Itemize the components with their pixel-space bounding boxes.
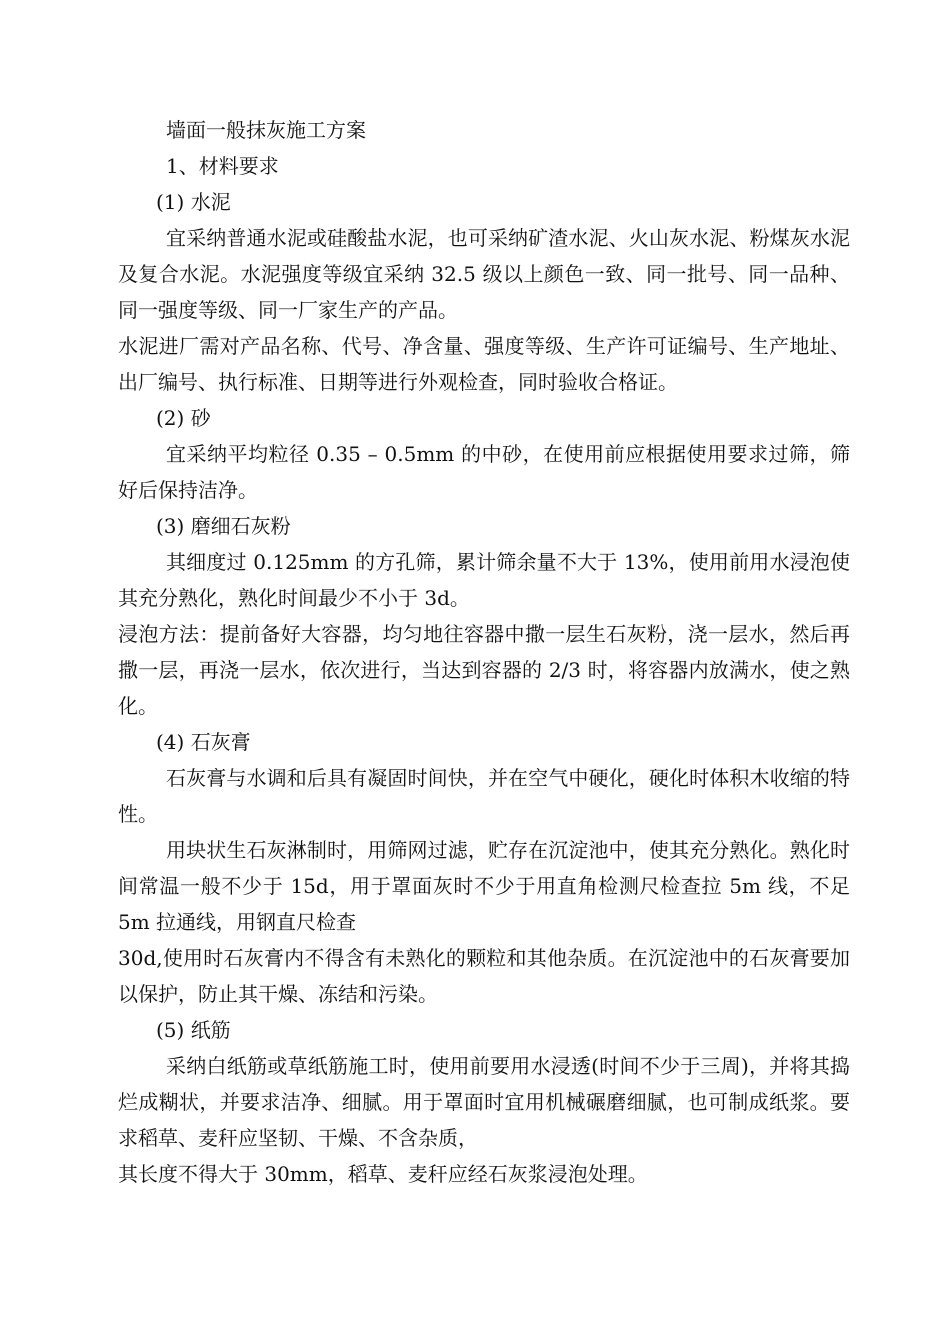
section-heading-materials: 1、材料要求 [166, 154, 279, 178]
paragraph-sand-1: 宜采纳平均粒径 0.35 – 0.5mm 的中砂，在使用前应根据使用要求过筛，筛好后保持洁净。 [118, 442, 850, 502]
paragraph-cement-2: 水泥进厂需对产品名称、代号、净含量、强度等级、生产许可证编号、生产地址、出厂编号、执行标准、日期等进行外观检查，同时验收合格证。 [118, 334, 850, 394]
subheading-paper-fiber: (5) 纸筋 [156, 1018, 231, 1042]
subheading-cement: (1) 水泥 [156, 190, 231, 214]
paragraph-lime-paste-3: 30d,使用时石灰膏内不得含有未熟化的颗粒和其他杂质。在沉淀池中的石灰膏要加以保护，防止其干燥、冻结和污染。 [118, 946, 850, 1006]
paragraph-lime-paste-1: 石灰膏与水调和后具有凝固时间快，并在空气中硬化，硬化时体积木收缩的特性。 [118, 766, 850, 826]
document-title: 墙面一般抹灰施工方案 [166, 118, 366, 142]
paragraph-paper-fiber-1: 采纳白纸筋或草纸筋施工时，使用前要用水浸透(时间不少于三周)，并将其捣烂成糊状，并要求洁净、细腻。用于罩面时宜用机械碾磨细腻，也可制成纸浆。要求稻草、麦秆应坚韧、干燥、不含杂质， [118, 1054, 850, 1150]
subheading-sand: (2) 砂 [156, 406, 211, 430]
subheading-lime-powder: (3) 磨细石灰粉 [156, 514, 291, 538]
paragraph-lime-powder-1: 其细度过 0.125mm 的方孔筛，累计筛余量不大于 13%，使用前用水浸泡使其充分熟化，熟化时间最少不小于 3d。 [118, 550, 850, 610]
paragraph-cement-1: 宜采纳普通水泥或硅酸盐水泥，也可采纳矿渣水泥、火山灰水泥、粉煤灰水泥及复合水泥。水泥强度等级宜采纳 32.5 级以上颜色一致、同一批号、同一品种、同一强度等级、同一厂家生产的产品。 [118, 226, 850, 322]
subheading-lime-paste: (4) 石灰膏 [156, 730, 251, 754]
document-page [118, 112, 850, 1192]
paragraph-lime-powder-2: 浸泡方法：提前备好大容器，均匀地往容器中撒一层生石灰粉，浇一层水，然后再撒一层，再浇一层水，依次进行，当达到容器的 2/3 时，将容器内放满水，使之熟化。 [118, 622, 850, 718]
paragraph-paper-fiber-2: 其长度不得大于 30mm，稻草、麦秆应经石灰浆浸泡处理。 [118, 1162, 648, 1186]
paragraph-lime-paste-2: 用块状生石灰淋制时，用筛网过滤，贮存在沉淀池中，使其充分熟化。熟化时间常温一般不少于 15d，用于罩面灰时不少于用直角检测尺检查拉 5m 线，不足 5m 拉通线，用钢直尺检查 [118, 838, 850, 934]
